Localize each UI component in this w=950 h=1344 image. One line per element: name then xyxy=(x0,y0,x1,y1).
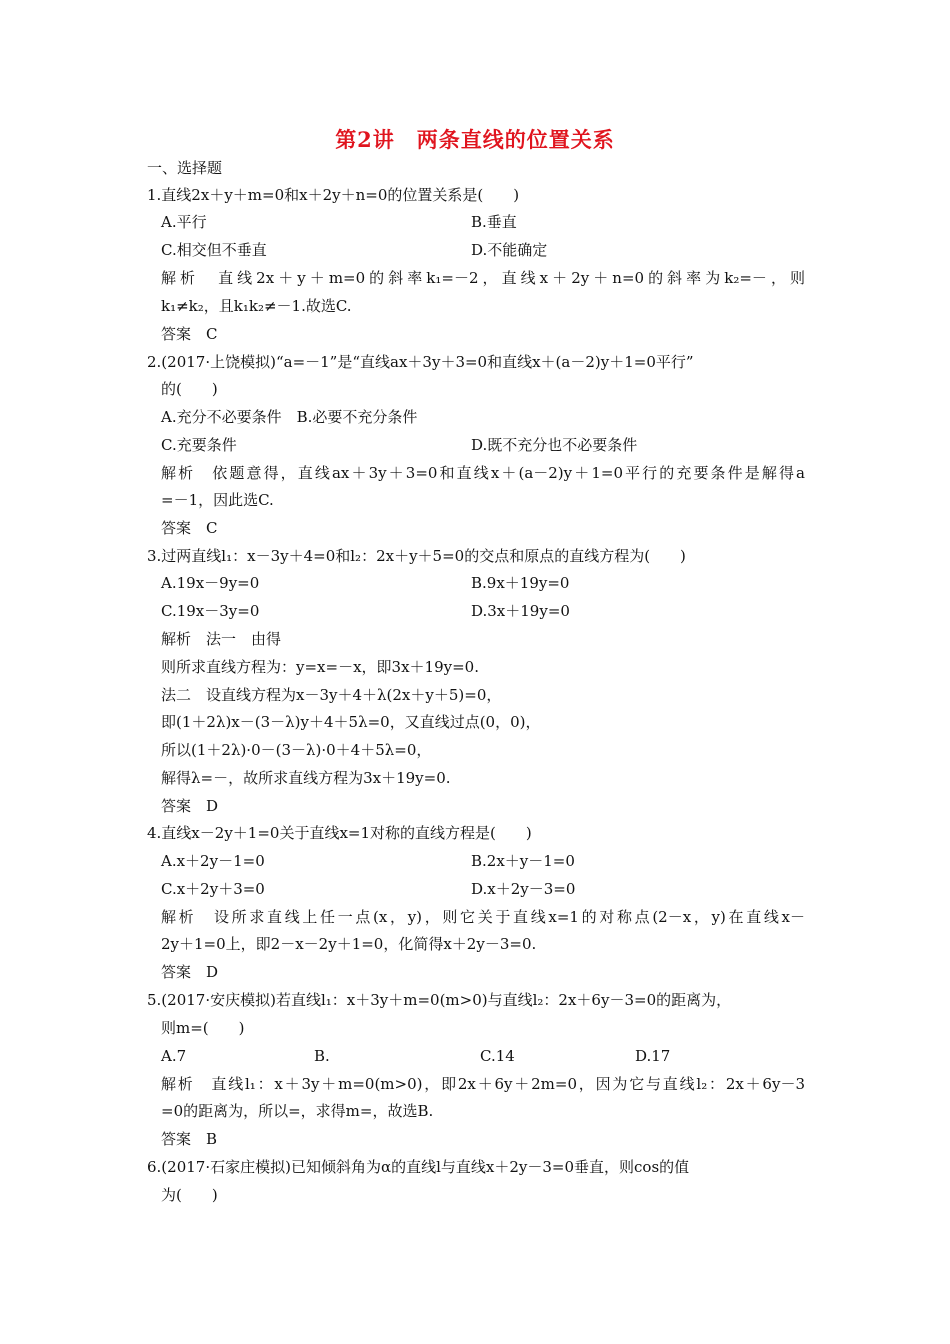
q3-answer: 答案 D xyxy=(161,797,219,815)
q2-option-d: D.既不充分也不必要条件 xyxy=(471,436,638,454)
section-heading: 一、选择题 xyxy=(147,159,223,177)
q4-solution-line2: 2y＋1=0上，即2－x－2y＋1=0，化简得x＋2y－3=0. xyxy=(161,935,537,953)
q4-option-b: B.2x＋y－1=0 xyxy=(471,852,575,870)
q4-answer: 答案 D xyxy=(161,963,219,981)
q4-option-a: A.x＋2y－1=0 xyxy=(161,852,265,870)
q3-solution-line4: 即(1＋2λ)x－(3－λ)y＋4＋5λ=0，又直线过点(0，0)， xyxy=(161,713,541,731)
q1-option-d: D.不能确定 xyxy=(471,241,548,259)
q5-solution-line1: 解析 直线l₁：x＋3y＋m=0(m>0)，即2x＋6y＋2m=0，因为它与直线l₂：2x＋6y－3 xyxy=(161,1075,805,1093)
page-title: 第2讲 两条直线的位置关系 xyxy=(335,127,615,152)
q3-option-a: A.19x－9y=0 xyxy=(161,574,260,592)
q4-solution-line1: 解析 设所求直线上任一点(x，y)，则它关于直线x=1的对称点(2－x，y)在直线x－ xyxy=(161,908,805,926)
q5-answer: 答案 B xyxy=(161,1130,218,1148)
q5-option-d: D.17 xyxy=(635,1047,671,1065)
q1-solution-line2: k₁≠k₂，且k₁k₂≠－1.故选C. xyxy=(161,297,352,315)
q1-answer: 答案 C xyxy=(161,325,218,343)
q5-stem-line1: 5.(2017·安庆模拟)若直线l₁：x＋3y＋m=0(m>0)与直线l₂：2x＋6y－3=0的距离为， xyxy=(147,991,732,1009)
q2-solution-line2: =－1，因此选C. xyxy=(161,491,274,509)
q2-options-ab: A.充分不必要条件 B.必要不充分条件 xyxy=(161,408,418,426)
q5-stem-line2: 则m=( ) xyxy=(161,1019,245,1037)
q2-option-c: C.充要条件 xyxy=(161,436,237,454)
q3-solution-line2: 则所求直线方程为：y=x=－x，即3x＋19y=0. xyxy=(161,658,479,676)
q1-option-a: A.平行 xyxy=(161,213,207,231)
q3-option-d: D.3x＋19y=0 xyxy=(471,602,570,620)
q3-option-c: C.19x－3y=0 xyxy=(161,602,260,620)
q2-stem-line2: 的( ) xyxy=(161,380,218,398)
q3-solution-line6: 解得λ=－，故所求直线方程为3x＋19y=0. xyxy=(161,769,451,787)
q5-option-c: C.14 xyxy=(480,1047,515,1065)
q3-solution-line5: 所以(1＋2λ)·0－(3－λ)·0＋4＋5λ=0， xyxy=(161,741,432,759)
q5-solution-line2: =0的距离为，所以=，求得m=，故选B. xyxy=(161,1102,434,1120)
q6-stem-line2: 为( ) xyxy=(161,1186,218,1204)
q2-answer: 答案 C xyxy=(161,519,218,537)
q3-solution-line1: 解析 法一 由得 xyxy=(161,630,282,648)
q1-option-b: B.垂直 xyxy=(471,213,517,231)
q1-solution-line1: 解析 直线2x＋y＋m=0的斜率k₁=－2，直线x＋2y＋n=0的斜率为k₂=－，则 xyxy=(161,269,805,287)
q1-stem: 1.直线2x＋y＋m=0和x＋2y＋n=0的位置关系是( ) xyxy=(147,186,520,204)
q5-option-a: A.7 xyxy=(161,1047,187,1065)
q4-option-d: D.x＋2y－3=0 xyxy=(471,880,576,898)
q3-stem: 3.过两直线l₁：x－3y＋4=0和l₂：2x＋y＋5=0的交点和原点的直线方程为( ) xyxy=(147,547,686,565)
q2-stem-line1: 2.(2017·上饶模拟)“a=－1”是“直线ax＋3y＋3=0和直线x＋(a－2)y＋1=0平行” xyxy=(147,353,694,371)
q4-option-c: C.x＋2y＋3=0 xyxy=(161,880,265,898)
q3-solution-line3: 法二 设直线方程为x－3y＋4＋λ(2x＋y＋5)=0， xyxy=(161,686,502,704)
q1-option-c: C.相交但不垂直 xyxy=(161,241,267,259)
q5-option-b: B. xyxy=(314,1047,330,1065)
q4-stem: 4.直线x－2y＋1=0关于直线x=1对称的直线方程是( ) xyxy=(147,824,532,842)
q6-stem-line1: 6.(2017·石家庄模拟)已知倾斜角为α的直线l与直线x＋2y－3=0垂直，则cos的值 xyxy=(147,1158,690,1176)
q2-solution-line1: 解析 依题意得，直线ax＋3y＋3=0和直线x＋(a－2)y＋1=0平行的充要条件是解得a xyxy=(161,464,805,482)
q3-option-b: B.9x＋19y=0 xyxy=(471,574,570,592)
